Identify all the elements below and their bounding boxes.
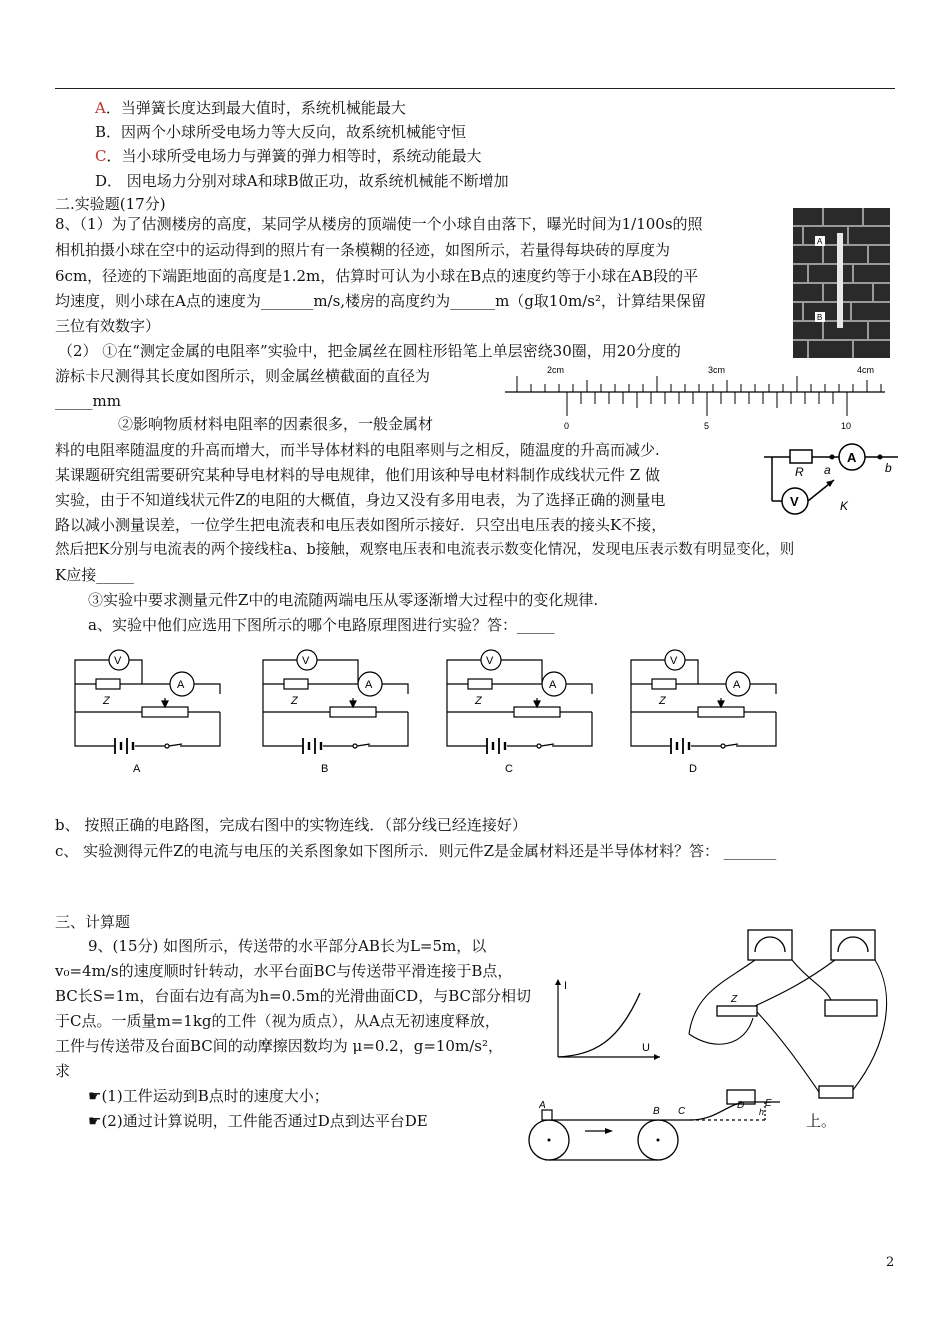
iu-graph [548, 975, 668, 1067]
photo-label-b: B [817, 313, 823, 322]
q8-2-line-3: _____mm [55, 392, 121, 410]
q8-2-line-2: 游标卡尺测得其长度如图所示，则金属丝横截面的直径为 [55, 367, 431, 385]
resistor-z [284, 679, 308, 689]
section2-heading: 二.实验题(17分) [55, 195, 166, 213]
caliper-vernier-5: 5 [704, 421, 710, 431]
ammeter-label: A [549, 679, 557, 691]
q8-2-line-1: （2） ①在“测定金属的电阻率”实验中，把金属丝在圆柱形铅笔上单层密绕30圈，用20分度的 [58, 342, 681, 360]
ammeter-device-icon [748, 930, 792, 960]
q8-3-line-4: c、 实验测得元件Z的电流与电压的关系图象如下图所示．则元件Z是金属材料还是半导体材料？答： _______ [55, 842, 777, 860]
hand-pointer-icon: ☛ [88, 1112, 102, 1130]
conveyor-belt-figure [525, 1098, 795, 1166]
option-d: D． 因电场力分别对球A和球B做正功，故系统机械能不断增加 [95, 172, 509, 190]
caliper-label-3cm: 3cm [708, 365, 726, 375]
q8-line-3: 6cm，径迹的下端距地面的高度是1.2m，估算时可认为小球在B点的速度约等于小球在AB段的平 [55, 267, 699, 285]
k-label: K [840, 499, 849, 513]
q8-line-4: 均速度，则小球在A点的速度为_______m/s,楼房的高度约为______m（g取10m/s²，计算结果保留 [55, 292, 706, 310]
rheostat-icon [514, 707, 560, 717]
belt-label-b: B [653, 1106, 660, 1117]
element-z-label: Z [103, 695, 110, 707]
resistor-z [652, 679, 676, 689]
photo-label-a: A [817, 237, 823, 246]
belt-label-a: A [539, 1100, 546, 1111]
q8-2-line-10: K应接_____ [55, 566, 134, 584]
caliper-label-4cm: 4cm [857, 365, 875, 375]
circuit-d [631, 650, 776, 754]
page-number: 2 [886, 1255, 895, 1270]
q8-2-line-4: ②影响物质材料电阻率的因素很多，一般金属材 [118, 415, 434, 433]
a-terminal-label: a [824, 463, 831, 477]
voltmeter-label: V [670, 655, 678, 667]
graph-axis-i: I [564, 980, 568, 992]
circuit-c [447, 650, 592, 754]
q8-2-line-6: 某课题研究组需要研究某种导电材料的导电规律，他们用该种导电材料制作成线状元件 Z 做 [55, 466, 660, 484]
q9-line-3: BC长S=1m，台面右边有高为h=0.5m的光滑曲面CD，与BC部分相切 [55, 987, 531, 1005]
q8-2-line-7: 实验，由于不知道线状元件Z的电阻的大概值，身边又没有多用电表，为了选择正确的测量电 [55, 491, 666, 509]
voltmeter-device-icon [831, 930, 875, 960]
caliper-vernier-10: 10 [841, 421, 852, 431]
rheostat-icon [698, 707, 744, 717]
belt-label-d: D [737, 1100, 745, 1111]
q9-sub-2: ☛(2)通过计算说明，工件能否通过D点到达平台DE [88, 1112, 428, 1130]
brick-wall-photo [793, 208, 890, 358]
circuit-a [75, 650, 220, 754]
header-rule [55, 88, 895, 89]
q8-3-line-2: a、实验中他们应选用下图所示的哪个电路原理图进行实验？答：_____ [88, 616, 555, 634]
meter-circuit-figure [762, 438, 900, 522]
element-z-label: Z [659, 695, 666, 707]
q9-sub-1: ☛(1)工件运动到B点时的速度大小； [88, 1087, 329, 1105]
ammeter-label: A [365, 679, 373, 691]
voltmeter-label: V [486, 655, 494, 667]
voltmeter-label: V [790, 494, 799, 509]
q8-2-line-9: 然后把K分别与电流表的两个接线柱a、b接触，观察电压表和电流表示数变化情况，发现电压表示数有明显变化，则 [55, 542, 795, 558]
q9-line-1: 9、(15分) 如图所示，传送带的水平部分AB长为L=5m，以 [88, 937, 487, 955]
caliper-vernier-0: 0 [564, 421, 570, 431]
q9-line-2: v₀=4m/s的速度顺时针转动，水平台面BC与传送带平滑连接于B点， [55, 962, 513, 980]
section3-heading: 三、计算题 [55, 913, 131, 931]
circuit-option-label: C [505, 763, 513, 775]
option-c: C．当小球所受电场力与弹簧的弹力相等时，系统动能最大 [95, 147, 482, 165]
caliper-label-2cm: 2cm [547, 365, 565, 375]
belt-label-e: E [765, 1098, 772, 1109]
belt-label-c: C [678, 1106, 686, 1117]
element-z-label: Z [291, 695, 298, 707]
voltmeter-label: V [302, 655, 310, 667]
q8-3-line-3: b、 按照正确的电路图，完成右图中的实物连线．（部分线已经连接好） [55, 816, 527, 834]
q8-line-2: 相机拍摄小球在空中的运动得到的照片有一条模糊的径迹，如图所示，若量得每块砖的厚度为 [55, 241, 671, 259]
q8-line-1: 8、（1）为了估测楼房的高度，某同学从楼房的顶端使一个小球自由落下，曝光时间为1/100s的照 [55, 215, 703, 233]
circuit-options [70, 648, 790, 778]
ammeter-label: A [847, 450, 857, 465]
b-terminal-label: b [885, 461, 892, 475]
ammeter-label: A [177, 679, 185, 691]
q9-line-5: 工件与传送带及台面BC间的动摩擦因数均为 μ=0.2，g=10m/s²， [55, 1037, 503, 1055]
device-z-label: Z [731, 994, 738, 1005]
workpiece-block [542, 1110, 552, 1120]
blur-trace [837, 233, 843, 328]
q9-line-6: 求 [55, 1062, 71, 1080]
q8-2-line-8: 路以减小测量误差，一位学生把电流表和电压表如图所示接好．只空出电压表的接头K不接， [55, 516, 667, 534]
circuit-option-label: A [133, 763, 141, 775]
circuit-b [263, 650, 408, 754]
r-label: R [795, 465, 804, 479]
graph-axis-u: U [642, 1042, 650, 1054]
apparatus-wiring-figure [685, 922, 895, 1108]
q9-tail: 上。 [806, 1112, 837, 1130]
element-z-label: Z [475, 695, 482, 707]
voltmeter-label: V [114, 655, 122, 667]
option-b: B．因两个小球所受电场力等大反向，故系统机械能守恒 [95, 123, 467, 141]
vernier-caliper-figure [505, 362, 885, 434]
circuit-option-label: D [689, 763, 697, 775]
switch-icon [819, 1086, 853, 1098]
q8-line-5: 三位有效数字） [55, 317, 161, 335]
iu-curve [558, 993, 640, 1057]
q9-line-4: 于C点。一质量m=1kg的工件（视为质点），从A点无初速度释放， [55, 1012, 500, 1030]
ammeter-label: A [733, 679, 741, 691]
hand-pointer-icon: ☛ [88, 1087, 102, 1105]
resistor-z [96, 679, 120, 689]
resistor-r [790, 450, 812, 463]
belt-label-h: h [759, 1107, 765, 1117]
rheostat-icon [142, 707, 188, 717]
q8-3-line-1: ③实验中要求测量元件Z中的电流随两端电压从零逐渐增大过程中的变化规律. [88, 591, 599, 609]
element-z-device [717, 1006, 757, 1016]
rheostat-icon [330, 707, 376, 717]
rheostat-icon [825, 1000, 877, 1016]
q8-2-line-5: 料的电阻率随温度的升高而增大，而半导体材料的电阻率则与之相反，随温度的升高而减少. [55, 441, 660, 459]
resistor-z [468, 679, 492, 689]
option-a: A．当弹簧长度达到最大值时，系统机械能最大 [95, 99, 406, 117]
circuit-option-label: B [321, 763, 329, 775]
